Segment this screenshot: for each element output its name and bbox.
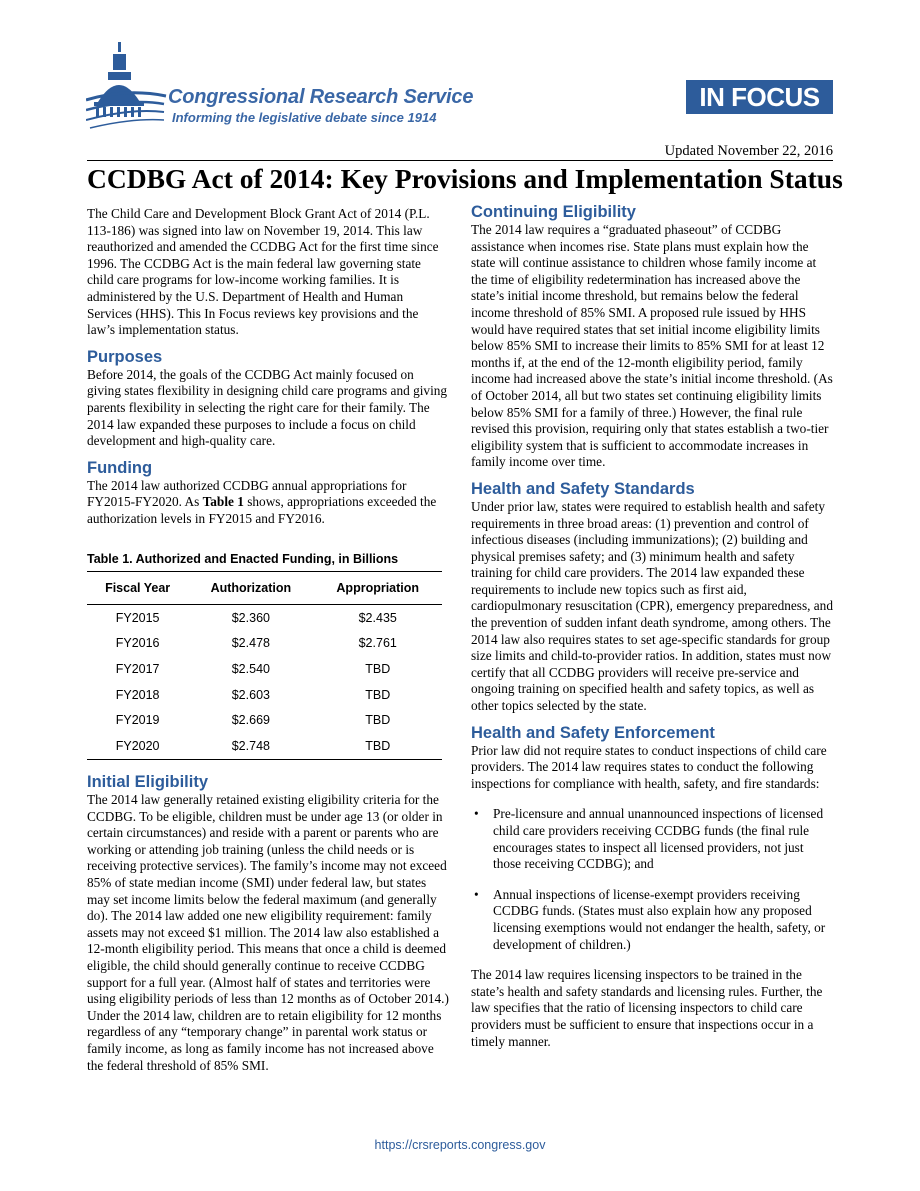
header-divider	[87, 160, 833, 161]
purposes-heading: Purposes	[87, 347, 163, 366]
table-cell: FY2017	[115, 661, 160, 676]
bullet-icon: •	[474, 806, 479, 822]
initial-eligibility-heading: Initial Eligibility	[87, 773, 209, 791]
health-safety-enforcement-paragraph: Prior law did not require states to conduct inspections of child care providers. The 2014 law requires states to conduct the following inspections for compliance with health, safety, and fire standards:	[471, 742, 827, 791]
table-cell: FY2016	[115, 636, 160, 651]
table-cell: FY2018	[115, 687, 160, 702]
table-caption: Table 1. Authorized and Enacted Funding, in Billions	[87, 552, 399, 566]
bullet-text: Annual inspections of license-exempt providers receiving CCDBG funds. (States must also explain how any proposed licensing exemptions would not endanger the health, safety, or development of children.)	[493, 886, 826, 952]
table-cell: TBD	[365, 713, 391, 728]
table-reference-link: Table 1	[202, 494, 244, 510]
table-cell: TBD	[365, 661, 391, 676]
health-safety-enforcement-heading: Health and Safety Enforcement	[471, 723, 715, 742]
org-tagline: Informing the legislative debate since 1914	[172, 110, 437, 125]
table-cell: TBD	[365, 687, 391, 702]
table-row	[87, 605, 442, 631]
table-cell: $2.761	[358, 636, 397, 651]
page-title: CCDBG Act of 2014: Key Provisions and Implementation Status	[87, 163, 843, 194]
table-cell: $2.360	[231, 610, 270, 625]
table-cell: FY2019	[115, 713, 160, 728]
continuing-eligibility-paragraph: The 2014 law requires a “graduated phaseout” of CCDBG assistance when incomes rise. State plans must explain how the state will continue assistance to children whose family income at the time of eligibility redetermination has increased above the state’s initial income threshold, but remains below the federal income threshold of 85% SMI. A proposed rule issued by HHS would have required states that set initial income eligibility limits below 85% SMI to increase their limits to 85% SMI for at least 12 months if, at the end of the 12-month eligibility period, family income had increased above the state’s initial income threshold. (As of October 2014, all but two states set continuing eligibility limits below 85% SMI for a family of three.) However, the final rule revised this provision, requiring only that states establish a two-tier eligibility system that is sufficient to accommodate increases in family income over time.	[471, 222, 833, 470]
inspectors-paragraph: The 2014 law requires licensing inspectors to be trained in the state’s health and safety standards and licensing rules. Further, the law specifies that the ratio of licensing inspectors to child care providers must be sufficient to ensure that inspections occur in a timely manner.	[471, 967, 823, 1049]
health-safety-standards-heading: Health and Safety Standards	[471, 479, 695, 498]
table-row	[87, 707, 442, 733]
list-item	[471, 887, 833, 953]
table-header-fiscal-year: Fiscal Year	[87, 572, 188, 605]
left-column-top	[87, 206, 449, 528]
list-item	[471, 806, 833, 872]
table-cell: $2.478	[231, 636, 270, 651]
table-cell: $2.435	[358, 610, 397, 625]
funding-table	[87, 571, 442, 760]
in-focus-badge: IN FOCUS	[686, 80, 833, 114]
table-row	[87, 656, 442, 682]
table-row	[87, 682, 442, 708]
table-row	[87, 733, 442, 759]
table-cell: FY2020	[87, 733, 188, 759]
bullet-text: Pre-licensure and annual unannounced inspections of licensed child care providers receiving CCDBG funds (the final rule encourages states to inspect all licensed providers, not just those receiving CCDBG); and	[493, 806, 824, 872]
intro-paragraph: The Child Care and Development Block Grant Act of 2014 (P.L. 113-186) was signed into law on November 19, 2014. This law reauthorized and amended the CCDBG Act for the first time since 1996. The CCDBG Act is the main federal law governing state child care programs for low-income working families. It is administered by the U.S. Department of Health and Human Services (HHS). This In Focus reviews key provisions and the law’s implementation status.	[87, 206, 439, 338]
table-header-authorization: Authorization	[188, 572, 313, 605]
continuing-eligibility-heading: Continuing Eligibility	[471, 203, 636, 221]
right-column	[471, 203, 833, 1050]
funding-paragraph: The 2014 law authorized CCDBG annual appropriations for FY2015-FY2020. As Table 1 shows, appropriations exceeded the authorization levels in FY2015 and FY2016.	[87, 477, 437, 526]
table-row	[87, 631, 442, 657]
table-header-appropriation: Appropriation	[313, 572, 442, 605]
initial-eligibility-paragraph: The 2014 law generally retained existing eligibility criteria for the CCDBG. To be eligible, children must be under age 13 (or older in certain circumstances) and reside with a parent or parents who are working or attending job training (unless the child needs or is receiving protective services). The family’s income may not exceed 85% of state median income (SMI) under federal law, but states may set income limits below the federal maximum (and generally do). The 2014 law added one new eligibility requirement: family assets may not exceed $1 million. The 2014 law also established a 12-month eligibility period. This means that once a child is deemed eligible, the child should generally continue to receive CCDBG support for a full year. (Almost half of states and territories were using eligibility periods of less than 12 months as of October 2014.) Under the 2014 law, children are to retain eligibility for 12 months regardless of any “temporary change” in parental work status or family income, as long as family income has not increased above the federal threshold of 85% SMI.	[87, 792, 449, 1073]
health-safety-standards-paragraph: Under prior law, states were required to establish health and safety requirements in three broad areas: (1) prevention and control of infectious diseases (including immunizations); (2) building and physical premises safety; and (3) minimum health and safety training for child care providers. The 2014 law expanded these requirements to include new topics such as first aid, cardiopulmonary resuscitation (CPR), emergency preparedness, and the prevention of sudden infant death syndrome, among others. The 2014 law also requires states to set age-specific standards for group size limits and child-to-provider ratios. In addition, states must now certify that all CCDBG providers will receive pre-service and ongoing training on specified health and safety topics, as well as other topics selected by the state.	[471, 498, 833, 714]
funding-heading: Funding	[87, 458, 153, 477]
table-cell: FY2015	[115, 610, 160, 625]
table-cell: $2.603	[231, 687, 270, 702]
updated-date: Updated November 22, 2016	[664, 143, 833, 159]
footer-url-link[interactable]: https://crsreports.congress.gov	[374, 1138, 546, 1152]
bullet-icon: •	[474, 886, 479, 902]
purposes-paragraph: Before 2014, the goals of the CCDBG Act mainly focused on giving states flexibility in designing child care programs and giving parents flexibility in selecting the right care for their family. The 2014 law expanded these purposes to include a focus on child development and high-quality care.	[87, 366, 448, 449]
table-cell: $2.748	[188, 733, 313, 759]
left-column-bottom	[87, 773, 449, 1074]
org-name: Congressional Research Service	[168, 86, 474, 108]
table-cell: $2.540	[231, 661, 270, 676]
table-header-row	[87, 572, 442, 605]
table-cell: TBD	[313, 733, 442, 759]
table-cell: $2.669	[231, 713, 270, 728]
